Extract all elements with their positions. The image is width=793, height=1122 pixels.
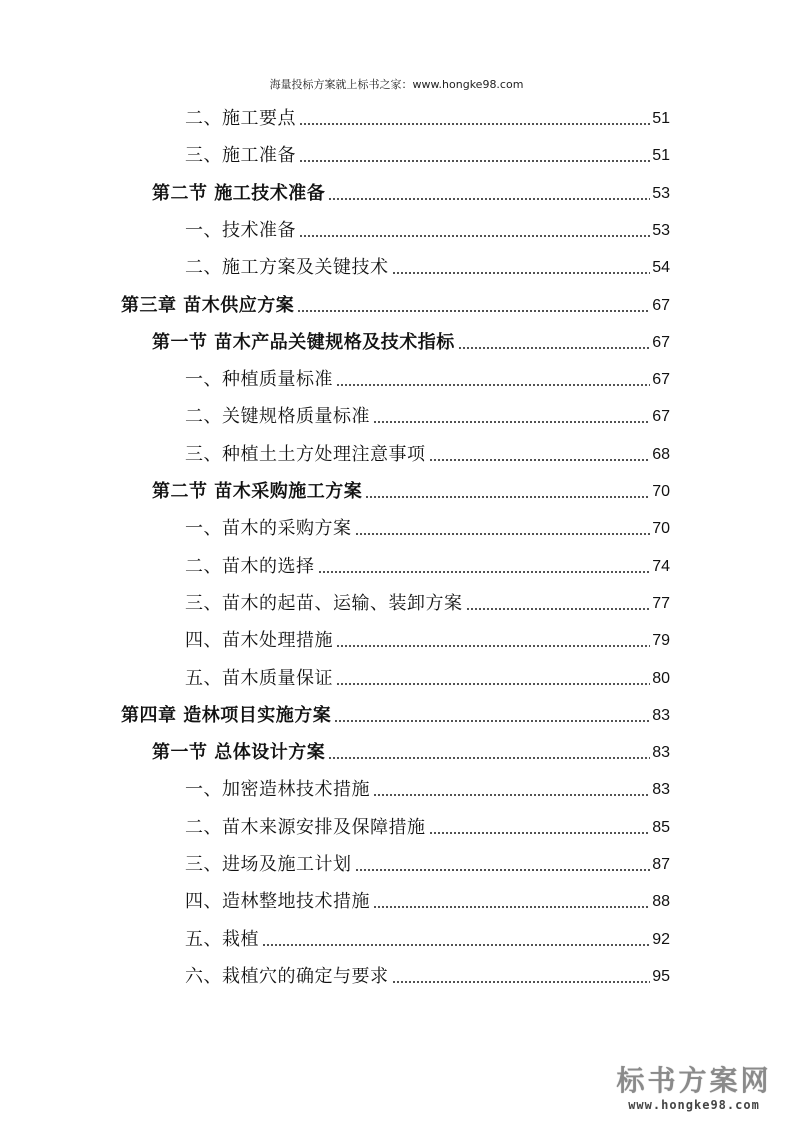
toc-entry[interactable] (185, 101, 670, 131)
toc-entry-label: 第四章 造林项目实施方案 (121, 704, 332, 726)
toc-page-number: 92 (652, 930, 670, 948)
toc-page-number: 74 (652, 557, 670, 575)
toc-page-number: 67 (652, 371, 670, 389)
toc-entry-label: 三、种植土土方处理注意事项 (185, 443, 426, 465)
toc-entry-label: 二、施工方案及关键技术 (185, 257, 389, 279)
toc-entry-label: 一、种植质量标准 (185, 369, 333, 391)
toc-page-number: 95 (652, 967, 670, 985)
toc-dot-leader (336, 645, 650, 647)
toc-entry[interactable] (185, 437, 670, 467)
toc-entry[interactable] (121, 288, 670, 318)
toc-entry[interactable] (185, 399, 670, 429)
toc-entry[interactable] (185, 250, 670, 280)
toc-page-number: 51 (652, 147, 670, 165)
toc-entry-label: 一、加密造林技术措施 (185, 779, 370, 801)
toc-page-number: 85 (652, 818, 670, 836)
toc-dot-leader (429, 459, 651, 461)
toc-entry-label: 三、苗木的起苗、运输、装卸方案 (185, 592, 463, 614)
toc-dot-leader (328, 198, 650, 200)
toc-entry[interactable] (185, 661, 670, 691)
toc-entry-label: 一、苗木的采购方案 (185, 518, 352, 540)
toc-page-number: 79 (652, 632, 670, 650)
toc-page-number: 54 (652, 259, 670, 277)
toc-dot-leader (392, 272, 651, 274)
toc-entry[interactable] (185, 847, 670, 877)
toc-entry[interactable] (185, 213, 670, 243)
toc-page-number: 68 (652, 445, 670, 463)
toc-dot-leader (299, 235, 650, 237)
toc-page-number: 70 (652, 520, 670, 538)
toc-page-number: 77 (652, 594, 670, 612)
toc-entry[interactable] (185, 362, 670, 392)
toc-entry-label: 二、关键规格质量标准 (185, 406, 370, 428)
toc-entry-label: 一、技术准备 (185, 219, 296, 241)
toc-dot-leader (458, 347, 650, 349)
toc-entry-label: 第二节 苗木采购施工方案 (152, 481, 363, 502)
toc-entry[interactable] (152, 474, 670, 504)
toc-entry[interactable] (185, 772, 670, 802)
toc-entry[interactable] (185, 549, 670, 579)
toc-dot-leader (336, 683, 650, 685)
toc-entry-label: 第一节 苗木产品关键规格及技术指标 (152, 331, 455, 353)
watermark-title: 标书方案网 (616, 1064, 772, 1097)
toc-entry-label: 三、施工准备 (185, 145, 296, 167)
toc-dot-leader (318, 571, 651, 573)
toc-entry[interactable] (185, 959, 670, 989)
toc-page-number: 87 (652, 856, 670, 873)
toc-entry-label: 五、苗木质量保证 (185, 667, 333, 689)
toc-page-number: 70 (652, 483, 670, 500)
toc-dot-leader (328, 757, 650, 759)
toc-page-number: 67 (652, 408, 670, 426)
page-header: 海量投标方案就上标书之家：www.hongke98.com (269, 78, 524, 91)
toc-dot-leader (365, 496, 650, 498)
toc-dot-leader (299, 123, 650, 125)
toc-dot-leader (373, 421, 650, 423)
toc-entry-label: 五、栽植 (185, 928, 259, 950)
toc-dot-leader (466, 608, 651, 610)
toc-dot-leader (262, 944, 650, 946)
toc-page-number: 80 (652, 669, 670, 687)
toc-entry-label: 四、苗木处理措施 (185, 630, 333, 652)
toc-entry-label: 第二节 施工技术准备 (152, 182, 326, 204)
toc-entry-label: 三、进场及施工计划 (185, 854, 352, 875)
toc-page-number: 51 (652, 110, 670, 127)
toc-dot-leader (336, 384, 650, 386)
toc-entry[interactable] (185, 810, 670, 840)
toc-entry-label: 第一节 总体设计方案 (152, 742, 326, 764)
toc-page-number: 83 (652, 781, 670, 799)
toc-dot-leader (392, 981, 651, 983)
toc-entry[interactable] (121, 698, 670, 728)
toc-entry-label: 二、施工要点 (185, 108, 296, 129)
toc-page-number: 83 (652, 744, 670, 762)
toc-page-number: 67 (652, 333, 670, 351)
toc-entry[interactable] (185, 922, 670, 952)
toc-entry[interactable] (185, 586, 670, 616)
toc-entry-label: 二、苗木的选择 (185, 555, 315, 577)
toc-entry[interactable] (152, 325, 670, 355)
watermark-logo (609, 1064, 779, 1112)
toc-dot-leader (355, 533, 651, 535)
toc-entry[interactable] (185, 623, 670, 653)
toc-entry[interactable] (185, 884, 670, 914)
toc-dot-leader (297, 310, 650, 312)
toc-page-number: 88 (652, 893, 670, 911)
toc-entry-label: 六、栽植穴的确定与要求 (185, 965, 389, 987)
toc-page-number: 53 (652, 184, 670, 202)
toc-page-number: 83 (652, 706, 670, 724)
toc-dot-leader (299, 160, 650, 162)
toc-dot-leader (373, 794, 650, 796)
toc-page-number: 67 (652, 296, 670, 314)
toc-entry-label: 二、苗木来源安排及保障措施 (185, 816, 426, 838)
toc-entry[interactable] (185, 138, 670, 168)
watermark-url: www.hongke98.com (628, 1098, 760, 1112)
toc-page-number: 53 (652, 221, 670, 239)
toc-entry-label: 四、造林整地技术措施 (185, 891, 370, 913)
toc-entry[interactable] (152, 176, 670, 206)
toc-dot-leader (373, 906, 650, 908)
toc-dot-leader (334, 720, 650, 722)
toc-entry-label: 第三章 苗木供应方案 (121, 294, 295, 316)
toc-entry[interactable] (152, 735, 670, 765)
toc-dot-leader (429, 832, 651, 834)
toc-dot-leader (355, 869, 651, 871)
toc-entry[interactable] (185, 511, 670, 541)
